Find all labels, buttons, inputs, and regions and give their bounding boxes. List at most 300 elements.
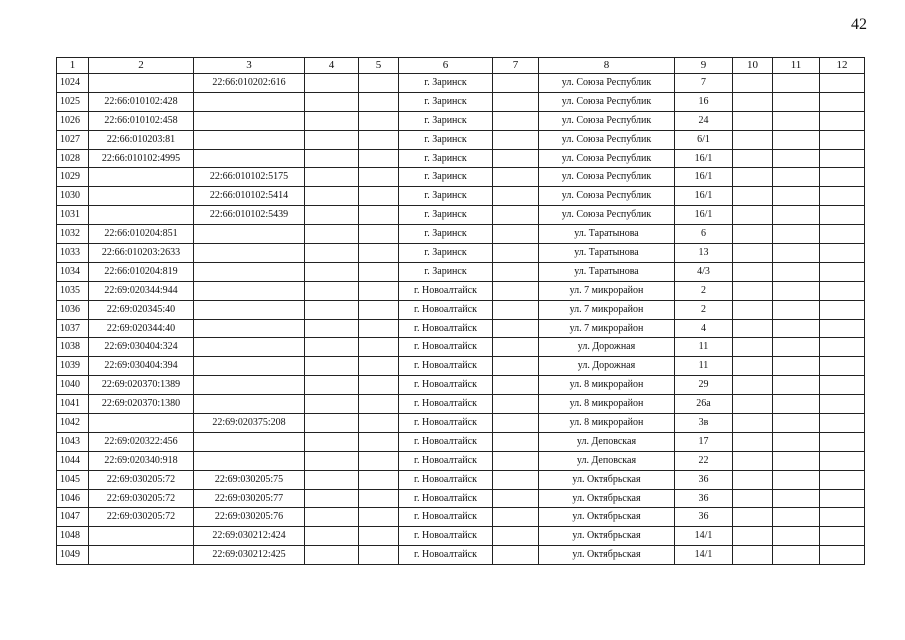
table-cell-col-7 (493, 206, 539, 225)
table-cell-col-11 (773, 111, 820, 130)
table-cell-col-4 (305, 92, 359, 111)
table-cell-col-3 (194, 244, 305, 263)
table-cell-col-7 (493, 527, 539, 546)
table-cell-col-1: 1042 (57, 414, 89, 433)
table-cell-col-6: г. Новоалтайск (399, 319, 493, 338)
table-cell-col-10 (733, 206, 773, 225)
table-cell-col-9: 29 (675, 376, 733, 395)
table-cell-col-11 (773, 546, 820, 565)
table-cell-col-6: г. Новоалтайск (399, 470, 493, 489)
table-cell-col-9: 16/1 (675, 206, 733, 225)
table-cell-col-4 (305, 470, 359, 489)
table-cell-col-12 (820, 338, 865, 357)
table-cell-col-3 (194, 319, 305, 338)
table-row (57, 74, 865, 93)
table-cell-col-7 (493, 262, 539, 281)
table-cell-col-11 (773, 376, 820, 395)
column-header-7: 7 (493, 58, 539, 74)
table-cell-col-3: 22:69:030212:424 (194, 527, 305, 546)
table-cell-col-10 (733, 111, 773, 130)
table-cell-col-12 (820, 376, 865, 395)
table-cell-col-5 (359, 451, 399, 470)
table-row (57, 168, 865, 187)
table-cell-col-1: 1043 (57, 432, 89, 451)
table-cell-col-11 (773, 451, 820, 470)
table-cell-col-9: 7 (675, 74, 733, 93)
table-cell-col-8: ул. Союза Республик (539, 111, 675, 130)
table-cell-col-8: ул. 8 микрорайон (539, 376, 675, 395)
column-header-9: 9 (675, 58, 733, 74)
table-cell-col-9: 13 (675, 244, 733, 263)
table-row (57, 149, 865, 168)
table-cell-col-12 (820, 546, 865, 565)
table-cell-col-6: г. Новоалтайск (399, 527, 493, 546)
table-cell-col-1: 1034 (57, 262, 89, 281)
table-cell-col-12 (820, 281, 865, 300)
table-cell-col-4 (305, 489, 359, 508)
table-cell-col-6: г. Заринск (399, 168, 493, 187)
table-cell-col-9: 36 (675, 508, 733, 527)
table-cell-col-11 (773, 527, 820, 546)
table-cell-col-3 (194, 92, 305, 111)
table-cell-col-4 (305, 357, 359, 376)
table-cell-col-5 (359, 489, 399, 508)
table-cell-col-2: 22:69:020370:1389 (89, 376, 194, 395)
table-cell-col-8: ул. 7 микрорайон (539, 319, 675, 338)
table-cell-col-11 (773, 470, 820, 489)
table-cell-col-5 (359, 187, 399, 206)
table-cell-col-4 (305, 187, 359, 206)
table-cell-col-1: 1041 (57, 395, 89, 414)
table-cell-col-5 (359, 111, 399, 130)
table-cell-col-11 (773, 74, 820, 93)
table-row (57, 546, 865, 565)
table-cell-col-11 (773, 432, 820, 451)
table-cell-col-2: 22:69:030205:72 (89, 489, 194, 508)
table-cell-col-1: 1030 (57, 187, 89, 206)
table-cell-col-11 (773, 187, 820, 206)
table-row (57, 225, 865, 244)
table-cell-col-6: г. Новоалтайск (399, 357, 493, 376)
table-cell-col-12 (820, 319, 865, 338)
table-cell-col-7 (493, 508, 539, 527)
table-cell-col-3 (194, 451, 305, 470)
table-cell-col-8: ул. 8 микрорайон (539, 395, 675, 414)
table-cell-col-10 (733, 92, 773, 111)
table-cell-col-9: 6 (675, 225, 733, 244)
table-cell-col-10 (733, 319, 773, 338)
table-cell-col-1: 1045 (57, 470, 89, 489)
table-cell-col-2 (89, 206, 194, 225)
table-cell-col-2: 22:69:030404:394 (89, 357, 194, 376)
table-cell-col-4 (305, 508, 359, 527)
column-header-5: 5 (359, 58, 399, 74)
table-cell-col-9: 16/1 (675, 149, 733, 168)
table-cell-col-9: 16/1 (675, 168, 733, 187)
table-cell-col-12 (820, 262, 865, 281)
table-cell-col-6: г. Заринск (399, 74, 493, 93)
table-cell-col-10 (733, 168, 773, 187)
table-row (57, 300, 865, 319)
table-cell-col-3 (194, 225, 305, 244)
table-cell-col-12 (820, 508, 865, 527)
table-cell-col-1: 1040 (57, 376, 89, 395)
page-number: 42 (851, 16, 867, 33)
table-cell-col-9: 14/1 (675, 546, 733, 565)
table-cell-col-5 (359, 376, 399, 395)
table-cell-col-12 (820, 187, 865, 206)
table-cell-col-1: 1027 (57, 130, 89, 149)
table-cell-col-7 (493, 74, 539, 93)
table-cell-col-3: 22:69:030205:77 (194, 489, 305, 508)
table-cell-col-4 (305, 319, 359, 338)
table-cell-col-1: 1031 (57, 206, 89, 225)
table-cell-col-3 (194, 281, 305, 300)
table-cell-col-6: г. Заринск (399, 149, 493, 168)
table-cell-col-10 (733, 414, 773, 433)
table-cell-col-12 (820, 300, 865, 319)
table-cell-col-2 (89, 168, 194, 187)
table-cell-col-9: 6/1 (675, 130, 733, 149)
table-cell-col-2: 22:69:020340:918 (89, 451, 194, 470)
table-cell-col-4 (305, 111, 359, 130)
table-cell-col-12 (820, 130, 865, 149)
table-cell-col-11 (773, 149, 820, 168)
table-cell-col-1: 1039 (57, 357, 89, 376)
table-cell-col-8: ул. Таратынова (539, 225, 675, 244)
table-row (57, 244, 865, 263)
table-cell-col-7 (493, 395, 539, 414)
table-cell-col-5 (359, 244, 399, 263)
table-cell-col-7 (493, 92, 539, 111)
table-cell-col-4 (305, 130, 359, 149)
table-cell-col-11 (773, 130, 820, 149)
table-cell-col-5 (359, 206, 399, 225)
table-cell-col-1: 1026 (57, 111, 89, 130)
table-cell-col-4 (305, 546, 359, 565)
table-cell-col-9: 2 (675, 281, 733, 300)
table-cell-col-11 (773, 508, 820, 527)
table-cell-col-4 (305, 451, 359, 470)
table-cell-col-5 (359, 300, 399, 319)
table-cell-col-7 (493, 338, 539, 357)
table-cell-col-2: 22:69:020370:1380 (89, 395, 194, 414)
table-cell-col-11 (773, 319, 820, 338)
data-table (56, 57, 865, 565)
table-cell-col-9: 11 (675, 338, 733, 357)
table-cell-col-10 (733, 130, 773, 149)
table-cell-col-3: 22:69:030212:425 (194, 546, 305, 565)
table-cell-col-12 (820, 111, 865, 130)
table-cell-col-3: 22:69:020375:208 (194, 414, 305, 433)
table-header (57, 58, 865, 74)
table-cell-col-10 (733, 149, 773, 168)
table-cell-col-4 (305, 74, 359, 93)
table-cell-col-12 (820, 206, 865, 225)
table-cell-col-2: 22:66:010102:4995 (89, 149, 194, 168)
table-cell-col-1: 1035 (57, 281, 89, 300)
table-cell-col-8: ул. Октябрьская (539, 470, 675, 489)
table-row (57, 338, 865, 357)
table-cell-col-4 (305, 395, 359, 414)
table-cell-col-7 (493, 168, 539, 187)
table-cell-col-7 (493, 414, 539, 433)
table-cell-col-3 (194, 432, 305, 451)
table-cell-col-2: 22:66:010203:2633 (89, 244, 194, 263)
table-cell-col-4 (305, 149, 359, 168)
table-cell-col-3 (194, 338, 305, 357)
table-cell-col-2: 22:69:020344:944 (89, 281, 194, 300)
table-cell-col-2 (89, 546, 194, 565)
column-header-12: 12 (820, 58, 865, 74)
table-cell-col-1: 1037 (57, 319, 89, 338)
table-cell-col-2: 22:69:030205:72 (89, 470, 194, 489)
table-cell-col-9: 4 (675, 319, 733, 338)
table-cell-col-4 (305, 414, 359, 433)
table-cell-col-6: г. Новоалтайск (399, 281, 493, 300)
table-cell-col-10 (733, 527, 773, 546)
table-cell-col-1: 1044 (57, 451, 89, 470)
table-cell-col-11 (773, 262, 820, 281)
table-cell-col-8: ул. Октябрьская (539, 527, 675, 546)
table-cell-col-3 (194, 300, 305, 319)
table-cell-col-11 (773, 244, 820, 263)
table-cell-col-2: 22:69:020344:40 (89, 319, 194, 338)
table-cell-col-9: 11 (675, 357, 733, 376)
table-cell-col-2: 22:66:010102:428 (89, 92, 194, 111)
table-cell-col-10 (733, 300, 773, 319)
table-cell-col-10 (733, 451, 773, 470)
table-cell-col-7 (493, 300, 539, 319)
table-cell-col-4 (305, 244, 359, 263)
table-cell-col-4 (305, 432, 359, 451)
table-row (57, 414, 865, 433)
table-cell-col-8: ул. Дорожная (539, 357, 675, 376)
column-header-3: 3 (194, 58, 305, 74)
table-row (57, 376, 865, 395)
table-cell-col-3: 22:66:010102:5414 (194, 187, 305, 206)
table-cell-col-6: г. Заринск (399, 187, 493, 206)
table-cell-col-9: 4/3 (675, 262, 733, 281)
table-cell-col-1: 1033 (57, 244, 89, 263)
column-header-8: 8 (539, 58, 675, 74)
table-cell-col-10 (733, 546, 773, 565)
table-cell-col-1: 1036 (57, 300, 89, 319)
table-cell-col-5 (359, 130, 399, 149)
table-cell-col-4 (305, 262, 359, 281)
table-cell-col-8: ул. Союза Республик (539, 149, 675, 168)
table-cell-col-5 (359, 395, 399, 414)
table-cell-col-1: 1049 (57, 546, 89, 565)
table-cell-col-6: г. Заринск (399, 130, 493, 149)
table-cell-col-6: г. Заринск (399, 244, 493, 263)
table-cell-col-3: 22:66:010102:5439 (194, 206, 305, 225)
table-cell-col-12 (820, 149, 865, 168)
table-cell-col-1: 1038 (57, 338, 89, 357)
table-cell-col-6: г. Заринск (399, 111, 493, 130)
table-cell-col-10 (733, 357, 773, 376)
table-cell-col-5 (359, 262, 399, 281)
table-cell-col-12 (820, 168, 865, 187)
table-cell-col-3 (194, 262, 305, 281)
column-header-11: 11 (773, 58, 820, 74)
table-cell-col-5 (359, 432, 399, 451)
table-cell-col-6: г. Новоалтайск (399, 338, 493, 357)
table-cell-col-10 (733, 281, 773, 300)
table-cell-col-11 (773, 357, 820, 376)
table-cell-col-10 (733, 376, 773, 395)
table-cell-col-6: г. Новоалтайск (399, 432, 493, 451)
table-cell-col-6: г. Новоалтайск (399, 395, 493, 414)
table-cell-col-8: ул. Союза Республик (539, 92, 675, 111)
table-cell-col-4 (305, 376, 359, 395)
table-cell-col-7 (493, 357, 539, 376)
table-cell-col-10 (733, 262, 773, 281)
table-cell-col-7 (493, 281, 539, 300)
table-row (57, 262, 865, 281)
table-cell-col-10 (733, 395, 773, 414)
table-cell-col-11 (773, 206, 820, 225)
table-cell-col-8: ул. Деповская (539, 432, 675, 451)
table-cell-col-12 (820, 244, 865, 263)
table-cell-col-1: 1029 (57, 168, 89, 187)
table-cell-col-10 (733, 74, 773, 93)
table-cell-col-10 (733, 470, 773, 489)
table-cell-col-5 (359, 527, 399, 546)
table-cell-col-10 (733, 187, 773, 206)
table-cell-col-9: 16/1 (675, 187, 733, 206)
table-cell-col-8: ул. Таратынова (539, 244, 675, 263)
table-cell-col-8: ул. Союза Республик (539, 206, 675, 225)
table-cell-col-9: 26а (675, 395, 733, 414)
table-cell-col-1: 1024 (57, 74, 89, 93)
table-cell-col-6: г. Заринск (399, 206, 493, 225)
table-cell-col-11 (773, 414, 820, 433)
table-cell-col-9: 14/1 (675, 527, 733, 546)
table-cell-col-9: 17 (675, 432, 733, 451)
table-cell-col-12 (820, 527, 865, 546)
table-row (57, 527, 865, 546)
table-cell-col-8: ул. Таратынова (539, 262, 675, 281)
table-cell-col-3 (194, 357, 305, 376)
table-cell-col-9: 24 (675, 111, 733, 130)
table-cell-col-7 (493, 376, 539, 395)
table-cell-col-12 (820, 432, 865, 451)
table-cell-col-12 (820, 395, 865, 414)
table-row (57, 281, 865, 300)
table-cell-col-3: 22:69:030205:76 (194, 508, 305, 527)
table-cell-col-8: ул. Союза Республик (539, 168, 675, 187)
table-cell-col-4 (305, 527, 359, 546)
table-cell-col-2: 22:66:010204:819 (89, 262, 194, 281)
table-row (57, 451, 865, 470)
table-cell-col-10 (733, 225, 773, 244)
table-cell-col-12 (820, 92, 865, 111)
table-cell-col-10 (733, 338, 773, 357)
table-cell-col-11 (773, 281, 820, 300)
table-cell-col-4 (305, 300, 359, 319)
table-cell-col-7 (493, 432, 539, 451)
table-cell-col-1: 1025 (57, 92, 89, 111)
table-cell-col-5 (359, 281, 399, 300)
table-cell-col-4 (305, 168, 359, 187)
table-cell-col-5 (359, 74, 399, 93)
table-cell-col-7 (493, 111, 539, 130)
table-row (57, 470, 865, 489)
table-row (57, 489, 865, 508)
table-cell-col-1: 1046 (57, 489, 89, 508)
table-cell-col-4 (305, 281, 359, 300)
table-cell-col-11 (773, 225, 820, 244)
table-cell-col-7 (493, 470, 539, 489)
table-row (57, 130, 865, 149)
table-cell-col-1: 1028 (57, 149, 89, 168)
table-cell-col-5 (359, 508, 399, 527)
column-header-1: 1 (57, 58, 89, 74)
table-row (57, 432, 865, 451)
table-cell-col-4 (305, 206, 359, 225)
table-cell-col-7 (493, 187, 539, 206)
table-cell-col-1: 1047 (57, 508, 89, 527)
table-cell-col-8: ул. 7 микрорайон (539, 281, 675, 300)
table-cell-col-10 (733, 508, 773, 527)
table-cell-col-6: г. Новоалтайск (399, 451, 493, 470)
table-cell-col-6: г. Новоалтайск (399, 489, 493, 508)
table-row (57, 357, 865, 376)
table-cell-col-5 (359, 225, 399, 244)
table-cell-col-11 (773, 168, 820, 187)
table-cell-col-3: 22:66:010102:5175 (194, 168, 305, 187)
table-cell-col-5 (359, 470, 399, 489)
table-cell-col-7 (493, 149, 539, 168)
table-cell-col-6: г. Заринск (399, 92, 493, 111)
table-row (57, 319, 865, 338)
table-cell-col-5 (359, 414, 399, 433)
table-cell-col-4 (305, 225, 359, 244)
table-cell-col-2: 22:66:010203:81 (89, 130, 194, 149)
table-cell-col-12 (820, 451, 865, 470)
table-cell-col-5 (359, 338, 399, 357)
table-cell-col-6: г. Заринск (399, 225, 493, 244)
table-cell-col-7 (493, 130, 539, 149)
table-cell-col-5 (359, 319, 399, 338)
table-cell-col-12 (820, 74, 865, 93)
table-cell-col-12 (820, 489, 865, 508)
table-row (57, 508, 865, 527)
column-header-10: 10 (733, 58, 773, 74)
table-cell-col-2: 22:69:020345:40 (89, 300, 194, 319)
table-cell-col-11 (773, 92, 820, 111)
table-cell-col-2: 22:69:020322:456 (89, 432, 194, 451)
table-cell-col-5 (359, 92, 399, 111)
table-cell-col-2 (89, 187, 194, 206)
table-row (57, 395, 865, 414)
table-cell-col-6: г. Новоалтайск (399, 508, 493, 527)
table-cell-col-8: ул. Октябрьская (539, 489, 675, 508)
table-cell-col-8: ул. Союза Республик (539, 74, 675, 93)
table-cell-col-11 (773, 489, 820, 508)
table-cell-col-2 (89, 527, 194, 546)
table-cell-col-2 (89, 74, 194, 93)
table-cell-col-6: г. Новоалтайск (399, 414, 493, 433)
table-body (57, 74, 865, 565)
table-cell-col-6: г. Новоалтайск (399, 376, 493, 395)
table-cell-col-9: 2 (675, 300, 733, 319)
table-cell-col-4 (305, 338, 359, 357)
table-cell-col-9: 3в (675, 414, 733, 433)
table-row (57, 187, 865, 206)
table-cell-col-5 (359, 149, 399, 168)
